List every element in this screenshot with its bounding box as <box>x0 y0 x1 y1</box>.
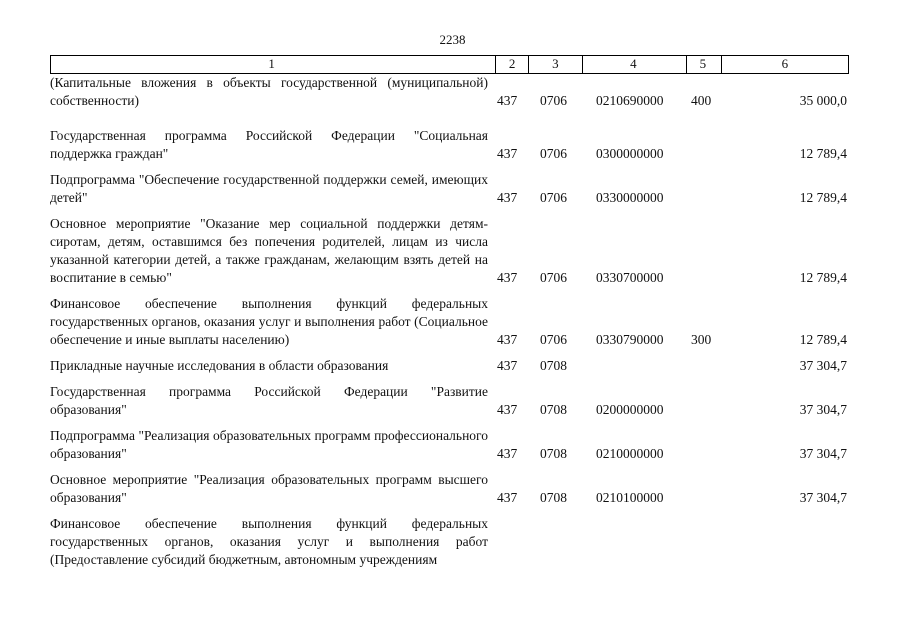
row-amount: 12 789,4 <box>799 190 847 205</box>
row-ministry-code: 437 <box>497 146 518 161</box>
row-expense-type: 300 <box>691 332 712 347</box>
row-description: Основное мероприятие "Оказание мер социальной поддержки детям-сиротам, детям, оставшимся без попечения родителей, лицам из числа указанной категории детей, а также гражданам, желающим взять детей на воспитание в семью" <box>50 216 488 285</box>
header-col-1: 1 <box>50 56 492 73</box>
table-row <box>50 127 849 163</box>
row-description: Финансовое обеспечение выполнения функций федеральных государственных органов, оказания услуг и выполнения работ (Предоставление субсидий бюджетным, автономным учреждениям <box>50 516 488 567</box>
row-description: Подпрограмма "Реализация образовательных программ профессионального образования" <box>50 428 488 461</box>
table-row <box>50 427 849 463</box>
row-target-code: 0210100000 <box>596 490 664 505</box>
row-ministry-code: 437 <box>497 332 518 347</box>
row-amount: 12 789,4 <box>799 332 847 347</box>
row-description: Государственная программа Российской Федерации "Развитие образования" <box>50 384 488 417</box>
row-section-code: 0706 <box>540 146 567 161</box>
header-col-3: 3 <box>528 56 582 73</box>
row-target-code: 0330790000 <box>596 332 664 347</box>
table-row <box>50 471 849 507</box>
row-expense-type: 400 <box>691 93 712 108</box>
row-description: Государственная программа Российской Федерации "Социальная поддержка граждан" <box>50 128 488 161</box>
row-section-code: 0708 <box>540 402 567 417</box>
row-description: Прикладные научные исследования в области образования <box>50 358 389 373</box>
row-amount: 37 304,7 <box>799 446 847 461</box>
row-section-code: 0708 <box>540 446 567 461</box>
table-row <box>50 357 849 375</box>
row-section-code: 0706 <box>540 270 567 285</box>
row-ministry-code: 437 <box>497 270 518 285</box>
row-amount: 37 304,7 <box>799 490 847 505</box>
table-row <box>50 74 849 110</box>
row-section-code: 0706 <box>540 332 567 347</box>
row-description: (Капитальные вложения в объекты государственной (муниципальной) собственности) <box>50 75 488 108</box>
row-amount: 12 789,4 <box>799 270 847 285</box>
row-section-code: 0708 <box>540 358 567 373</box>
row-description: Подпрограмма "Обеспечение государственной поддержки семей, имеющих детей" <box>50 172 488 205</box>
table-row <box>50 215 849 287</box>
header-col-5: 5 <box>686 56 719 73</box>
table-header <box>50 55 849 74</box>
row-description: Основное мероприятие "Реализация образовательных программ высшего образования" <box>50 472 488 505</box>
header-col-4: 4 <box>582 56 684 73</box>
row-amount: 37 304,7 <box>799 358 847 373</box>
row-ministry-code: 437 <box>497 402 518 417</box>
row-ministry-code: 437 <box>497 190 518 205</box>
row-target-code: 0330700000 <box>596 270 664 285</box>
table-body <box>50 74 849 569</box>
row-target-code: 0330000000 <box>596 190 664 205</box>
row-amount: 35 000,0 <box>799 93 847 108</box>
row-target-code: 0300000000 <box>596 146 664 161</box>
row-ministry-code: 437 <box>497 446 518 461</box>
table-row <box>50 295 849 349</box>
table-row <box>50 515 849 569</box>
row-target-code: 0210000000 <box>596 446 664 461</box>
header-col-6: 6 <box>721 56 849 73</box>
row-ministry-code: 437 <box>497 358 518 373</box>
row-ministry-code: 437 <box>497 93 518 108</box>
row-target-code: 0210690000 <box>596 93 664 108</box>
table-row <box>50 171 849 207</box>
row-section-code: 0708 <box>540 490 567 505</box>
row-target-code: 0200000000 <box>596 402 664 417</box>
row-amount: 37 304,7 <box>799 402 847 417</box>
row-ministry-code: 437 <box>497 490 518 505</box>
header-col-2: 2 <box>495 56 528 73</box>
row-section-code: 0706 <box>540 93 567 108</box>
table-row <box>50 383 849 419</box>
page-number: 2238 <box>439 32 466 47</box>
row-section-code: 0706 <box>540 190 567 205</box>
row-amount: 12 789,4 <box>799 146 847 161</box>
row-description: Финансовое обеспечение выполнения функций федеральных государственных органов, оказания услуг и выполнения работ (Социальное обеспечение и иные выплаты населению) <box>50 296 488 347</box>
